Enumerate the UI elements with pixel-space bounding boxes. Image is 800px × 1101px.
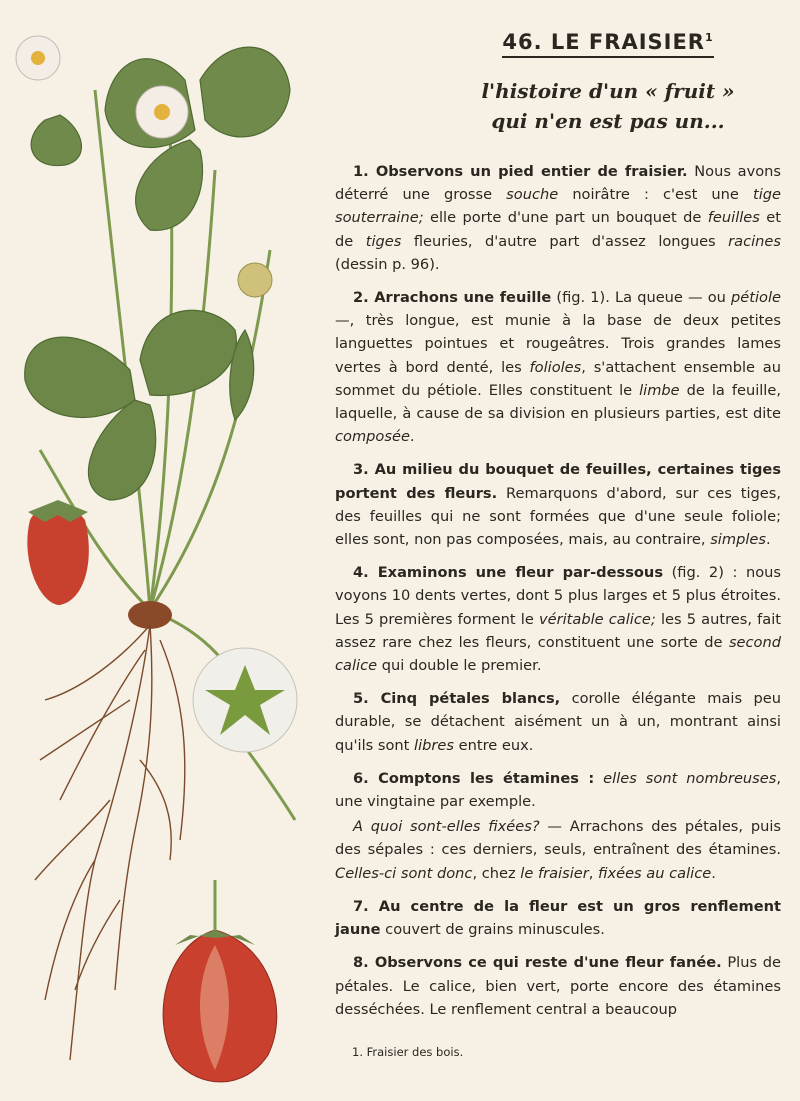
- section-paragraph: 3. Au milieu du bouquet de feuilles, certaines tiges portent des fleurs. Remarquons d'abord, sur ces tiges, des feuilles qui ne sont formées que d'une seule foliole; elles sont, non pas composées, mais, au contraire, simples.: [335, 461, 781, 549]
- section-paragraph: 1. Observons un pied entier de fraisier. Nous avons déterré une grosse souche noirâtre : c'est une tige souterraine; elle porte d'une part un bouquet de feuilles et de tiges fleuries, d'autre part d'assez longues racines (dessin p. 96).: [335, 163, 782, 273]
- sections: [335, 160, 781, 1021]
- section-heading: 7. Au centre de la fleur est un gros renflement jaune: [335, 897, 781, 939]
- leaf-icon: [31, 47, 290, 230]
- emphasis-term: souche: [506, 186, 559, 204]
- emphasis-term: racines: [728, 232, 781, 250]
- emphasis-term: limbe: [639, 381, 680, 399]
- emphasis-term: véritable calice;: [538, 610, 656, 628]
- emphasis-term: second calice: [335, 633, 781, 675]
- emphasis-term: pétiole: [731, 289, 781, 307]
- title-text: 46. LE FRAISIER: [502, 30, 705, 54]
- emphasis-term: tiges: [365, 232, 402, 250]
- section-heading: 3. Au milieu du bouquet de feuilles, certaines tiges portent des fleurs.: [335, 461, 781, 502]
- emphasis-term: elles sont nombreuses: [603, 769, 777, 787]
- section-paragraph: 4. Examinons une fleur par-dessous (fig. 2) : nous voyons 10 dents vertes, dont 5 plus larges et 5 plus étroites. Les 5 premières forment le véritable calice; les 5 autres, fait assez rare chez les fleurs, constituent une sorte de second calice qui double le premier.: [335, 564, 782, 675]
- footnote: 1. Fraisier des bois.: [352, 1045, 464, 1059]
- section-heading: 2. Arrachons une feuille: [353, 289, 552, 307]
- emphasis-term: folioles: [529, 358, 582, 376]
- text-column: [335, 30, 781, 1031]
- title-wrap: [435, 30, 781, 58]
- section-heading: 4. Examinons une fleur par-dessous: [353, 564, 664, 582]
- section-paragraph: 7. Au centre de la fleur est un gros renflement jaune couvert de grains minuscules.: [335, 897, 781, 939]
- emphasis-term: simples: [710, 531, 766, 549]
- emphasis-term: feuilles: [707, 209, 760, 227]
- section-heading: 5. Cinq pétales blancs,: [353, 690, 561, 708]
- section-paragraph: 5. Cinq pétales blancs, corolle élégante mais peu durable, se détachent aisément un à un, montrant ainsi qu'ils sont libres entre eux.: [335, 690, 781, 754]
- emphasis-term: fixées au calice: [598, 864, 712, 882]
- section-heading: 8. Observons ce qui reste d'une fleur fanée.: [353, 954, 722, 972]
- subtitle-line-1: l'histoire d'un « fruit »: [481, 79, 735, 103]
- page-title: [502, 30, 713, 58]
- section-paragraph: 2. Arrachons une feuille (fig. 1). La queue — ou pétiole —, très longue, est munie à la base de deux petites languettes pointues et rougeâtres. Trois grandes lames vertes à bord denté, les folioles, s'attachent ensemble au sommet du pétiole. Elles constituent le limbe de la feuille, laquelle, à cause de sa division en plusieurs parties, est dite composée.: [335, 289, 781, 446]
- emphasis-term: tige souterraine;: [335, 186, 782, 227]
- strawberry-icon: [27, 500, 88, 605]
- section-paragraph: A quoi sont-elles fixées? — Arrachons des pétales, puis des sépales : ces derniers, seuls, entraînent des étamines. Celles-ci sont donc, chez le fraisier, fixées au calice.: [335, 818, 781, 882]
- emphasis-term: Celles-ci sont donc: [335, 864, 473, 882]
- section-paragraph: 6. Comptons les étamines : elles sont nombreuses, une vingtaine par exemple.: [335, 769, 781, 811]
- strawberry-plant-illustration: [0, 0, 330, 1101]
- footnote-ref: 1: [704, 31, 714, 44]
- section-paragraph: 8. Observons ce qui reste d'une fleur fanée. Plus de pétales. Le calice, bien vert, porte encore des étamines desséchées. Le renflement central a beaucoup: [335, 954, 782, 1018]
- subtitle-line-2: qui n'en est pas un...: [491, 109, 725, 133]
- emphasis-term: A quoi sont-elles fixées?: [353, 818, 540, 836]
- section-heading: 6. Comptons les étamines :: [353, 769, 595, 787]
- crown-icon: [128, 601, 172, 629]
- emphasis-term: le fraisier: [520, 864, 589, 882]
- emphasis-term: composée: [335, 428, 410, 446]
- emphasis-term: libres: [414, 736, 454, 754]
- roots-icon: [35, 625, 185, 1060]
- section-heading: 1. Observons un pied entier de fraisier.: [353, 163, 688, 180]
- cut-strawberry-icon: [163, 880, 277, 1082]
- subtitle: [435, 76, 781, 136]
- unripe-berry-icon: [238, 263, 272, 297]
